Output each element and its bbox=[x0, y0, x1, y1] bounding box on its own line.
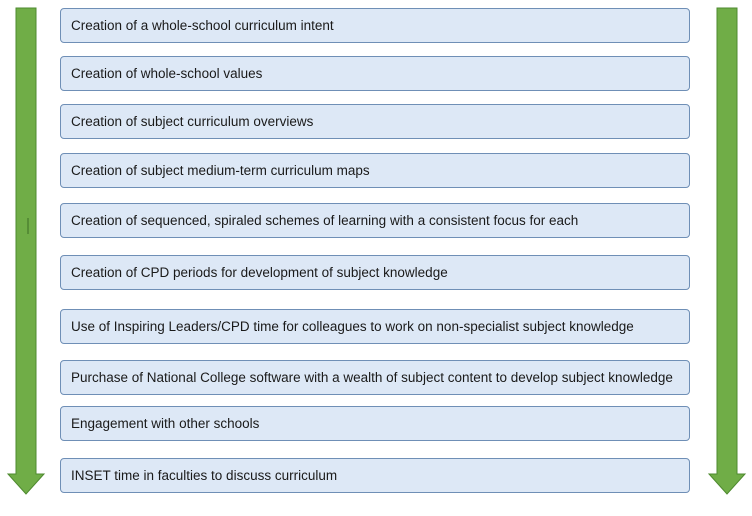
step-inset-time bbox=[60, 458, 690, 493]
step-medium-term-maps bbox=[60, 153, 690, 188]
step-schemes-of-learning bbox=[60, 203, 690, 238]
step-label: Purchase of National College software with a wealth of subject content to develop subject knowledge bbox=[71, 370, 673, 385]
step-label: Creation of sequenced, spiraled schemes of learning with a consistent focus for each bbox=[71, 213, 579, 228]
step-label: INSET time in faculties to discuss curriculum bbox=[71, 468, 338, 483]
step-inspiring-leaders bbox=[60, 309, 690, 344]
step-whole-school-values bbox=[60, 56, 690, 91]
step-national-college bbox=[60, 360, 690, 395]
step-other-schools bbox=[60, 406, 690, 441]
step-label: Use of Inspiring Leaders/CPD time for colleagues to work on non-specialist subject knowledge bbox=[71, 319, 634, 334]
step-curriculum-intent bbox=[60, 8, 690, 43]
step-cpd-periods bbox=[60, 255, 690, 290]
left-down-arrow-icon bbox=[6, 0, 46, 516]
step-label: Creation of whole-school values bbox=[71, 66, 263, 81]
right-down-arrow-icon bbox=[707, 0, 747, 516]
step-label: Engagement with other schools bbox=[71, 416, 260, 431]
step-subject-overviews bbox=[60, 104, 690, 139]
step-label: Creation of a whole-school curriculum intent bbox=[71, 18, 334, 33]
step-label: Creation of CPD periods for development of subject knowledge bbox=[71, 265, 448, 280]
step-label: Creation of subject curriculum overviews bbox=[71, 114, 314, 129]
step-label: Creation of subject medium-term curriculum maps bbox=[71, 163, 370, 178]
